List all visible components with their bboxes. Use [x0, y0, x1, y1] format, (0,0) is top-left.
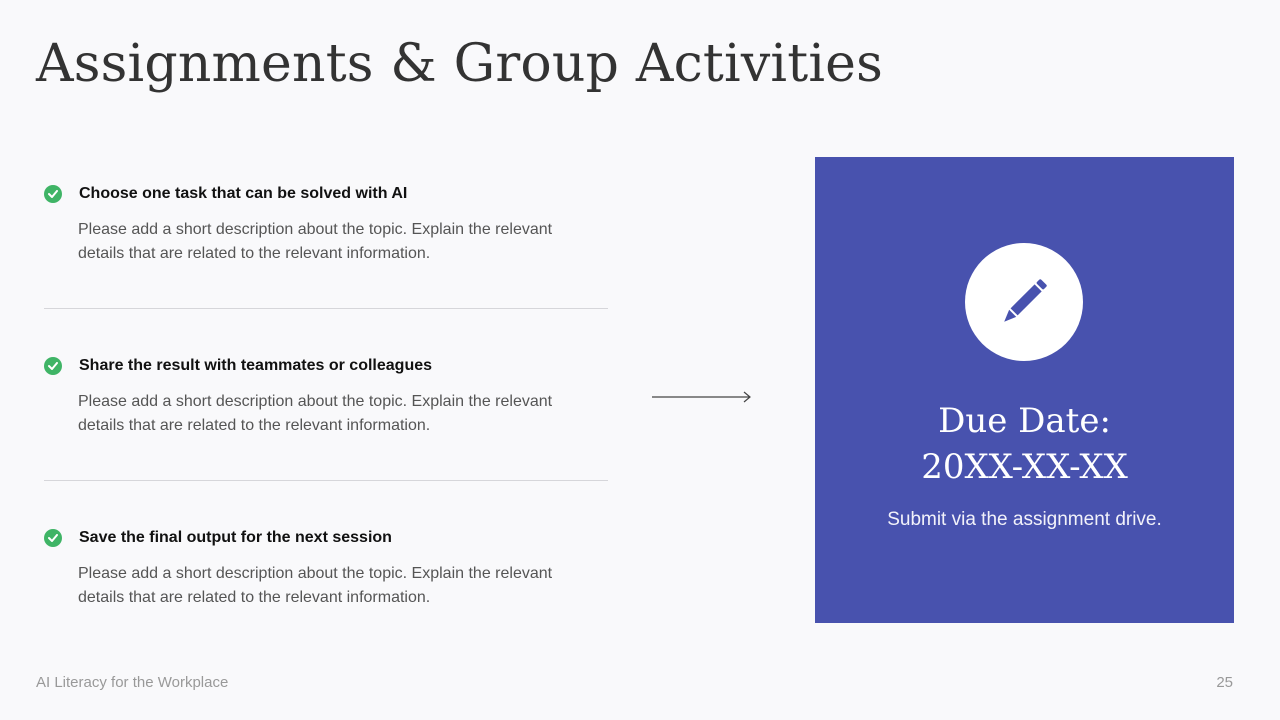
- checklist-item-description: Please add a short description about the topic. Explain the relevant details that are related to the relevant information.: [78, 565, 553, 606]
- due-date-label: Due Date:: [938, 401, 1111, 441]
- divider: [44, 308, 608, 309]
- due-date-card: [815, 157, 1234, 623]
- checklist-item: [44, 352, 608, 438]
- checklist-item-header: [44, 180, 608, 208]
- checklist-item-description: Please add a short description about the topic. Explain the relevant details that are related to the relevant information.: [78, 393, 553, 434]
- check-circle-icon: [44, 185, 62, 203]
- due-date-value: 20XX-XX-XX: [921, 447, 1128, 487]
- checklist-item: [44, 524, 608, 610]
- icon-circle: [965, 243, 1083, 361]
- checklist-item-heading: Save the final output for the next session: [79, 529, 392, 546]
- divider: [44, 480, 608, 481]
- checklist-item-description: Please add a short description about the topic. Explain the relevant details that are related to the relevant information.: [78, 221, 553, 262]
- check-circle-icon: [44, 357, 62, 375]
- checklist: [44, 180, 608, 610]
- checklist-item-header: [44, 352, 608, 380]
- slide-title: Assignments & Group Activities: [36, 34, 884, 94]
- check-circle-icon: [44, 529, 62, 547]
- page-number: 25: [1216, 674, 1233, 691]
- pencil-icon: [992, 270, 1056, 334]
- checklist-item-heading: Choose one task that can be solved with AI: [79, 185, 408, 202]
- checklist-item-header: [44, 524, 608, 552]
- checklist-item: [44, 180, 608, 266]
- checklist-item-heading: Share the result with teammates or colleagues: [79, 357, 433, 374]
- arrow-right-icon: [652, 388, 752, 406]
- footer-text: AI Literacy for the Workplace: [36, 674, 229, 691]
- submission-note: Submit via the assignment drive.: [887, 509, 1162, 530]
